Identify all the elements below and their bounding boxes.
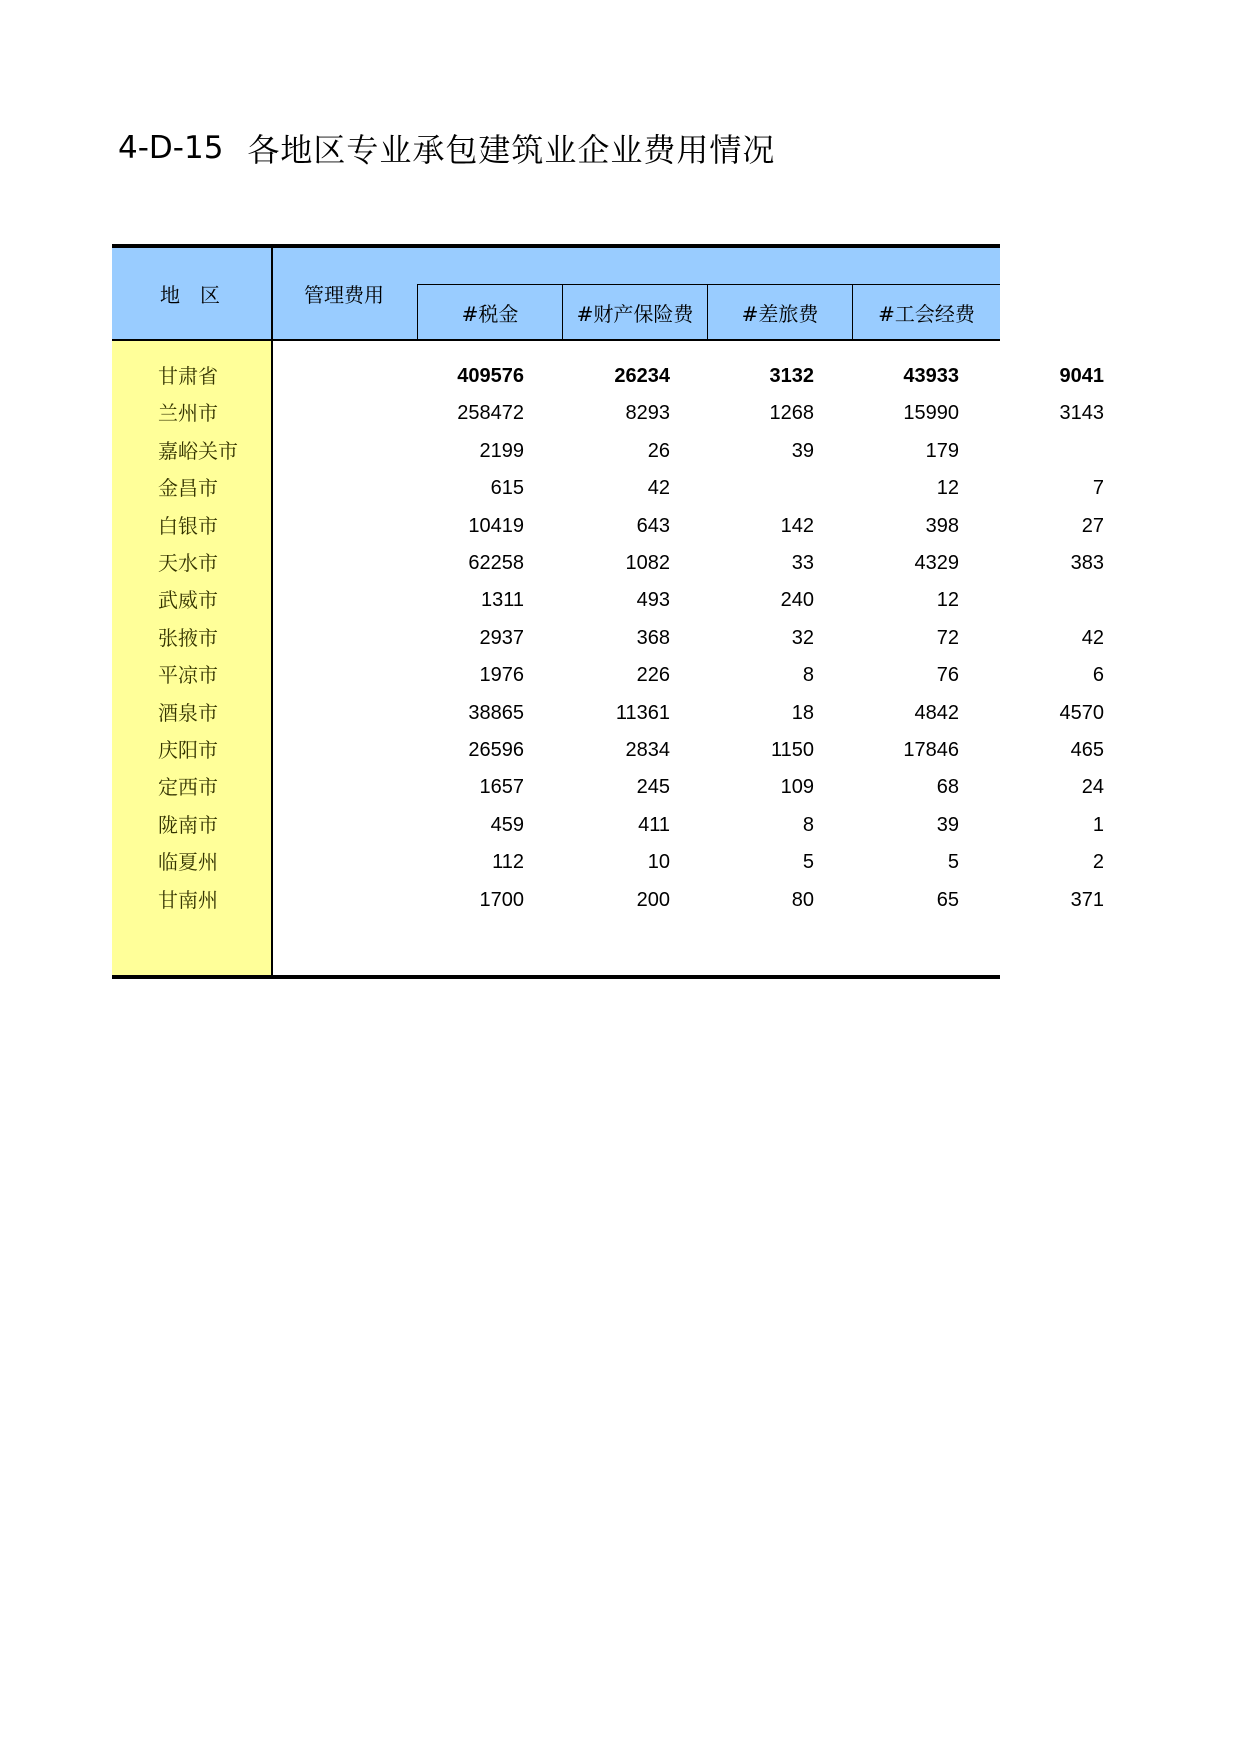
- region-name: 甘南州: [158, 887, 218, 912]
- cell-tax: 26234: [614, 365, 670, 387]
- cell-tax: 200: [636, 888, 670, 911]
- cell-insurance: 5: [802, 851, 814, 874]
- cell-mgmt: 10419: [468, 514, 524, 537]
- cell-travel: 4329: [914, 552, 959, 574]
- table-row: [112, 582, 1000, 619]
- table-row: [112, 358, 1104, 395]
- cell-insurance: 142: [780, 514, 814, 537]
- cell-travel: 68: [936, 776, 959, 799]
- cell-tax: 1082: [625, 552, 670, 574]
- region-name: 定西市: [158, 775, 218, 800]
- region-name: 平凉市: [158, 663, 218, 688]
- cell-union: 4570: [1059, 701, 1104, 724]
- cell-travel: 72: [936, 626, 959, 649]
- cell-mgmt: 62258: [468, 552, 524, 574]
- cell-travel: 398: [925, 514, 959, 537]
- cell-insurance: 80: [791, 888, 814, 911]
- cell-tax: 8293: [625, 402, 670, 425]
- cell-insurance: 18: [791, 701, 814, 724]
- region-name: 甘肃省: [158, 364, 218, 388]
- cell-union: 383: [1070, 552, 1104, 574]
- table-row: [112, 433, 1000, 470]
- cell-tax: 493: [636, 589, 670, 612]
- cell-union: 6: [1092, 664, 1104, 687]
- cell-tax: 245: [636, 776, 670, 799]
- table-top-rule: [112, 244, 1000, 248]
- table-row: [112, 657, 1104, 694]
- table-row: [112, 882, 1104, 919]
- table-row: [112, 769, 1104, 806]
- cell-mgmt: 409576: [457, 365, 524, 387]
- cell-insurance: 8: [802, 813, 814, 836]
- region-name: 陇南市: [158, 812, 218, 837]
- cell-insurance: 32: [791, 626, 814, 649]
- cell-travel: 4842: [914, 701, 959, 724]
- cell-mgmt: 615: [490, 477, 524, 500]
- region-name: 兰州市: [158, 401, 218, 426]
- region-name: 嘉峪关市: [158, 438, 238, 463]
- region-name: 金昌市: [158, 476, 218, 501]
- cell-travel: 179: [925, 439, 959, 462]
- header-union: #工会经费: [852, 284, 1000, 340]
- cell-insurance: 109: [780, 776, 814, 799]
- header-travel: #差旅费: [707, 284, 852, 340]
- region-name: 白银市: [158, 513, 218, 538]
- cell-insurance: 1268: [769, 402, 814, 425]
- cell-insurance: 33: [791, 552, 814, 574]
- cell-travel: 17846: [903, 739, 959, 761]
- cell-mgmt: 2937: [479, 626, 524, 649]
- cell-tax: 643: [636, 514, 670, 537]
- cell-union: 465: [1070, 739, 1104, 761]
- cell-insurance: 3132: [769, 365, 814, 387]
- cell-mgmt: 258472: [457, 402, 524, 425]
- cell-mgmt: 459: [490, 813, 524, 836]
- cell-union: 27: [1081, 514, 1104, 537]
- table-row: [112, 620, 1104, 657]
- table-row: [112, 508, 1104, 545]
- cell-travel: 15990: [903, 402, 959, 425]
- cell-travel: 65: [936, 888, 959, 911]
- cell-mgmt: 1311: [480, 589, 524, 612]
- cell-union: 42: [1081, 626, 1104, 649]
- data-table: [112, 244, 1104, 979]
- header-mgmt: 管理费用: [304, 283, 384, 307]
- cell-tax: 368: [636, 626, 670, 649]
- cell-tax: 26: [647, 439, 670, 462]
- region-name: 庆阳市: [158, 738, 218, 762]
- cell-travel: 5: [947, 851, 959, 874]
- cell-tax: 42: [647, 477, 670, 500]
- cell-mgmt: 112: [492, 851, 524, 874]
- table-name: 各地区专业承包建筑业企业费用情况: [247, 131, 776, 169]
- table-bottom-rule: [112, 975, 1000, 979]
- table-row: [112, 695, 1104, 732]
- cell-travel: 43933: [903, 365, 959, 387]
- cell-union: 24: [1081, 776, 1104, 799]
- cell-union: 7: [1092, 477, 1104, 500]
- header-insurance: #财产保险费: [562, 284, 707, 340]
- region-name: 天水市: [158, 551, 218, 575]
- cell-insurance: 8: [802, 664, 814, 687]
- cell-union: 9041: [1059, 365, 1104, 387]
- region-name: 张掖市: [158, 625, 218, 650]
- cell-travel: 76: [936, 664, 959, 687]
- cell-mgmt: 2199: [479, 439, 524, 462]
- cell-insurance: 39: [791, 439, 814, 462]
- cell-union: [964, 433, 1104, 470]
- cell-union: 2: [1092, 851, 1104, 874]
- table-row: [112, 470, 1104, 507]
- cell-mgmt: 1657: [479, 776, 524, 799]
- header-divider: [112, 339, 1000, 341]
- cell-insurance: [674, 470, 814, 507]
- cell-tax: 226: [636, 664, 670, 687]
- cell-mgmt: 38865: [468, 701, 524, 724]
- cell-mgmt: 1976: [479, 664, 524, 687]
- header-tax: #税金: [417, 284, 562, 340]
- region-name: 武威市: [158, 588, 218, 613]
- table-code: 4-D-15: [118, 130, 224, 166]
- region-name: 酒泉市: [158, 700, 218, 725]
- table-row: [112, 732, 1104, 769]
- cell-insurance: 240: [780, 589, 814, 612]
- cell-mgmt: 26596: [468, 739, 524, 761]
- table-row: [112, 807, 1104, 844]
- cell-union: [964, 582, 1104, 619]
- cell-tax: 2834: [625, 739, 670, 761]
- cell-tax: 10: [647, 851, 670, 874]
- table-row: [112, 395, 1104, 432]
- cell-mgmt: 1700: [479, 888, 524, 911]
- table-row: [112, 844, 1104, 881]
- cell-travel: 39: [936, 813, 959, 836]
- cell-tax: 411: [638, 813, 670, 836]
- cell-union: 1: [1092, 813, 1104, 836]
- cell-union: 3143: [1059, 402, 1104, 425]
- cell-travel: 12: [936, 589, 959, 612]
- table-row: [112, 545, 1104, 582]
- page-title: [118, 123, 775, 173]
- header-region: 地 区: [160, 283, 220, 307]
- cell-union: 371: [1070, 888, 1104, 911]
- cell-travel: 12: [936, 477, 959, 500]
- cell-insurance: 1150: [770, 739, 814, 761]
- cell-tax: 11361: [615, 701, 670, 724]
- region-name: 临夏州: [158, 850, 218, 875]
